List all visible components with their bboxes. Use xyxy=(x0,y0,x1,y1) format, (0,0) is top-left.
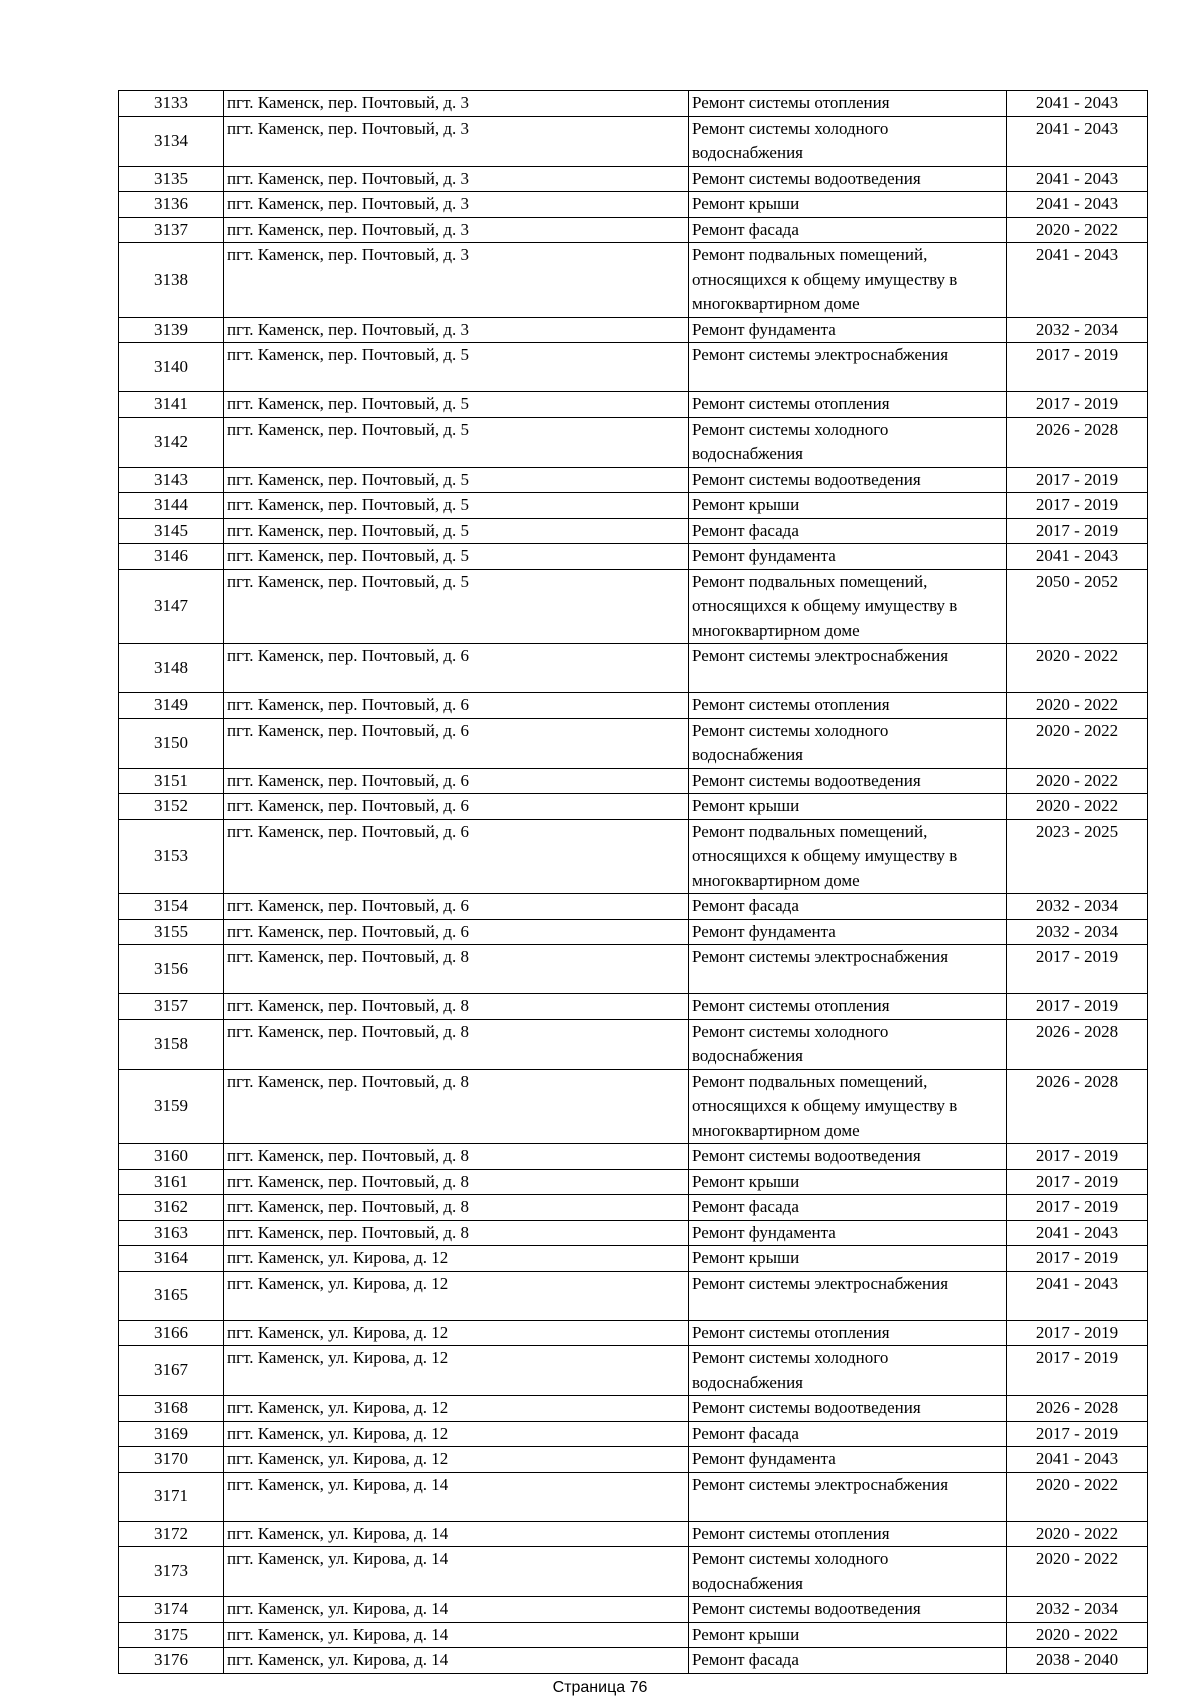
row-number-cell: 3173 xyxy=(119,1547,224,1597)
address-cell: пгт. Каменск, ул. Кирова, д. 12 xyxy=(224,1246,689,1272)
work-type-cell: Ремонт системы отопления xyxy=(689,994,1007,1020)
years-cell: 2041 - 2043 xyxy=(1007,166,1148,192)
table-row xyxy=(119,544,1148,570)
row-number-cell: 3143 xyxy=(119,467,224,493)
row-number-cell: 3133 xyxy=(119,91,224,117)
table-row xyxy=(119,493,1148,519)
row-number-cell: 3142 xyxy=(119,417,224,467)
table-row xyxy=(119,116,1148,166)
address-cell: пгт. Каменск, ул. Кирова, д. 14 xyxy=(224,1597,689,1623)
address-cell: пгт. Каменск, пер. Почтовый, д. 3 xyxy=(224,116,689,166)
years-cell: 2026 - 2028 xyxy=(1007,1069,1148,1144)
work-type-cell: Ремонт фасада xyxy=(689,1421,1007,1447)
work-type-cell: Ремонт фасада xyxy=(689,217,1007,243)
row-number-cell: 3162 xyxy=(119,1195,224,1221)
address-cell: пгт. Каменск, пер. Почтовый, д. 6 xyxy=(224,693,689,719)
address-cell: пгт. Каменск, ул. Кирова, д. 12 xyxy=(224,1346,689,1396)
years-cell: 2017 - 2019 xyxy=(1007,392,1148,418)
table-row xyxy=(119,343,1148,392)
work-type-cell: Ремонт системы водоотведения xyxy=(689,1144,1007,1170)
work-type-cell: Ремонт системы отопления xyxy=(689,91,1007,117)
work-type-cell: Ремонт крыши xyxy=(689,794,1007,820)
row-number-cell: 3151 xyxy=(119,768,224,794)
row-number-cell: 3156 xyxy=(119,945,224,994)
work-type-cell: Ремонт фундамента xyxy=(689,919,1007,945)
table-row xyxy=(119,718,1148,768)
years-cell: 2041 - 2043 xyxy=(1007,1447,1148,1473)
row-number-cell: 3150 xyxy=(119,718,224,768)
table-row xyxy=(119,317,1148,343)
work-type-cell: Ремонт системы водоотведения xyxy=(689,1396,1007,1422)
address-cell: пгт. Каменск, пер. Почтовый, д. 3 xyxy=(224,192,689,218)
address-cell: пгт. Каменск, пер. Почтовый, д. 6 xyxy=(224,894,689,920)
work-type-cell: Ремонт крыши xyxy=(689,1246,1007,1272)
row-number-cell: 3140 xyxy=(119,343,224,392)
page-number: Страница 76 xyxy=(552,1679,648,1696)
table-row xyxy=(119,417,1148,467)
work-type-cell: Ремонт системы водоотведения xyxy=(689,467,1007,493)
table-row xyxy=(119,794,1148,820)
row-number-cell: 3166 xyxy=(119,1320,224,1346)
table-row xyxy=(119,1396,1148,1422)
address-cell: пгт. Каменск, пер. Почтовый, д. 6 xyxy=(224,794,689,820)
work-type-cell: Ремонт системы электроснабжения xyxy=(689,343,1007,392)
work-type-cell: Ремонт фасада xyxy=(689,894,1007,920)
address-cell: пгт. Каменск, ул. Кирова, д. 14 xyxy=(224,1472,689,1521)
row-number-cell: 3154 xyxy=(119,894,224,920)
address-cell: пгт. Каменск, пер. Почтовый, д. 8 xyxy=(224,1195,689,1221)
work-type-cell: Ремонт системы электроснабжения xyxy=(689,1472,1007,1521)
row-number-cell: 3161 xyxy=(119,1169,224,1195)
address-cell: пгт. Каменск, пер. Почтовый, д. 5 xyxy=(224,569,689,644)
row-number-cell: 3137 xyxy=(119,217,224,243)
table-row xyxy=(119,1019,1148,1069)
table-row xyxy=(119,1271,1148,1320)
table-row xyxy=(119,392,1148,418)
table-row xyxy=(119,994,1148,1020)
row-number-cell: 3158 xyxy=(119,1019,224,1069)
table-row xyxy=(119,1069,1148,1144)
row-number-cell: 3134 xyxy=(119,116,224,166)
row-number-cell: 3144 xyxy=(119,493,224,519)
table-row xyxy=(119,91,1148,117)
row-number-cell: 3135 xyxy=(119,166,224,192)
work-type-cell: Ремонт системы водоотведения xyxy=(689,768,1007,794)
row-number-cell: 3139 xyxy=(119,317,224,343)
table-row xyxy=(119,1597,1148,1623)
years-cell: 2041 - 2043 xyxy=(1007,192,1148,218)
address-cell: пгт. Каменск, пер. Почтовый, д. 6 xyxy=(224,644,689,693)
row-number-cell: 3165 xyxy=(119,1271,224,1320)
years-cell: 2020 - 2022 xyxy=(1007,1547,1148,1597)
table-row xyxy=(119,518,1148,544)
address-cell: пгт. Каменск, пер. Почтовый, д. 5 xyxy=(224,544,689,570)
work-type-cell: Ремонт системы отопления xyxy=(689,693,1007,719)
work-type-cell: Ремонт системы холодного водоснабжения xyxy=(689,718,1007,768)
address-cell: пгт. Каменск, ул. Кирова, д. 12 xyxy=(224,1320,689,1346)
years-cell: 2017 - 2019 xyxy=(1007,518,1148,544)
years-cell: 2041 - 2043 xyxy=(1007,1271,1148,1320)
row-number-cell: 3152 xyxy=(119,794,224,820)
work-type-cell: Ремонт фасада xyxy=(689,1648,1007,1674)
work-type-cell: Ремонт крыши xyxy=(689,192,1007,218)
table-row xyxy=(119,945,1148,994)
years-cell: 2017 - 2019 xyxy=(1007,1421,1148,1447)
address-cell: пгт. Каменск, пер. Почтовый, д. 3 xyxy=(224,91,689,117)
years-cell: 2041 - 2043 xyxy=(1007,544,1148,570)
work-type-cell: Ремонт системы холодного водоснабжения xyxy=(689,417,1007,467)
address-cell: пгт. Каменск, пер. Почтовый, д. 8 xyxy=(224,1144,689,1170)
work-type-cell: Ремонт системы отопления xyxy=(689,392,1007,418)
work-type-cell: Ремонт фундамента xyxy=(689,1447,1007,1473)
work-type-cell: Ремонт системы электроснабжения xyxy=(689,644,1007,693)
table-row xyxy=(119,192,1148,218)
address-cell: пгт. Каменск, ул. Кирова, д. 12 xyxy=(224,1421,689,1447)
address-cell: пгт. Каменск, ул. Кирова, д. 14 xyxy=(224,1622,689,1648)
table-row xyxy=(119,243,1148,318)
work-type-cell: Ремонт крыши xyxy=(689,1622,1007,1648)
row-number-cell: 3148 xyxy=(119,644,224,693)
years-cell: 2020 - 2022 xyxy=(1007,768,1148,794)
table-row xyxy=(119,768,1148,794)
years-cell: 2026 - 2028 xyxy=(1007,417,1148,467)
work-type-cell: Ремонт системы водоотведения xyxy=(689,166,1007,192)
years-cell: 2026 - 2028 xyxy=(1007,1396,1148,1422)
address-cell: пгт. Каменск, пер. Почтовый, д. 5 xyxy=(224,392,689,418)
work-type-cell: Ремонт подвальных помещений, относящихся к общему имуществу в многоквартирном доме xyxy=(689,1069,1007,1144)
years-cell: 2017 - 2019 xyxy=(1007,994,1148,1020)
address-cell: пгт. Каменск, ул. Кирова, д. 12 xyxy=(224,1447,689,1473)
years-cell: 2041 - 2043 xyxy=(1007,1220,1148,1246)
works-table xyxy=(118,90,1148,1674)
table-row xyxy=(119,819,1148,894)
address-cell: пгт. Каменск, пер. Почтовый, д. 3 xyxy=(224,243,689,318)
table-row xyxy=(119,1648,1148,1674)
work-type-cell: Ремонт фасада xyxy=(689,518,1007,544)
address-cell: пгт. Каменск, пер. Почтовый, д. 3 xyxy=(224,317,689,343)
row-number-cell: 3149 xyxy=(119,693,224,719)
address-cell: пгт. Каменск, пер. Почтовый, д. 5 xyxy=(224,417,689,467)
table-row xyxy=(119,1521,1148,1547)
table-row xyxy=(119,1622,1148,1648)
work-type-cell: Ремонт крыши xyxy=(689,493,1007,519)
row-number-cell: 3174 xyxy=(119,1597,224,1623)
table-row xyxy=(119,1169,1148,1195)
years-cell: 2017 - 2019 xyxy=(1007,1195,1148,1221)
row-number-cell: 3169 xyxy=(119,1421,224,1447)
row-number-cell: 3167 xyxy=(119,1346,224,1396)
years-cell: 2020 - 2022 xyxy=(1007,693,1148,719)
years-cell: 2041 - 2043 xyxy=(1007,116,1148,166)
table-row xyxy=(119,467,1148,493)
address-cell: пгт. Каменск, пер. Почтовый, д. 6 xyxy=(224,919,689,945)
table-row xyxy=(119,919,1148,945)
years-cell: 2020 - 2022 xyxy=(1007,1472,1148,1521)
row-number-cell: 3172 xyxy=(119,1521,224,1547)
years-cell: 2026 - 2028 xyxy=(1007,1019,1148,1069)
years-cell: 2017 - 2019 xyxy=(1007,343,1148,392)
row-number-cell: 3175 xyxy=(119,1622,224,1648)
row-number-cell: 3136 xyxy=(119,192,224,218)
row-number-cell: 3170 xyxy=(119,1447,224,1473)
address-cell: пгт. Каменск, ул. Кирова, д. 12 xyxy=(224,1271,689,1320)
table-row xyxy=(119,693,1148,719)
years-cell: 2038 - 2040 xyxy=(1007,1648,1148,1674)
work-type-cell: Ремонт фасада xyxy=(689,1195,1007,1221)
years-cell: 2017 - 2019 xyxy=(1007,1169,1148,1195)
years-cell: 2017 - 2019 xyxy=(1007,1144,1148,1170)
years-cell: 2020 - 2022 xyxy=(1007,718,1148,768)
years-cell: 2032 - 2034 xyxy=(1007,919,1148,945)
address-cell: пгт. Каменск, ул. Кирова, д. 14 xyxy=(224,1648,689,1674)
address-cell: пгт. Каменск, пер. Почтовый, д. 5 xyxy=(224,493,689,519)
address-cell: пгт. Каменск, ул. Кирова, д. 14 xyxy=(224,1521,689,1547)
address-cell: пгт. Каменск, пер. Почтовый, д. 5 xyxy=(224,467,689,493)
years-cell: 2017 - 2019 xyxy=(1007,1246,1148,1272)
work-type-cell: Ремонт системы холодного водоснабжения xyxy=(689,116,1007,166)
table-row xyxy=(119,1195,1148,1221)
address-cell: пгт. Каменск, пер. Почтовый, д. 8 xyxy=(224,1019,689,1069)
address-cell: пгт. Каменск, пер. Почтовый, д. 3 xyxy=(224,166,689,192)
address-cell: пгт. Каменск, ул. Кирова, д. 12 xyxy=(224,1396,689,1422)
table-row xyxy=(119,894,1148,920)
work-type-cell: Ремонт системы отопления xyxy=(689,1320,1007,1346)
years-cell: 2020 - 2022 xyxy=(1007,644,1148,693)
work-type-cell: Ремонт системы холодного водоснабжения xyxy=(689,1019,1007,1069)
work-type-cell: Ремонт системы холодного водоснабжения xyxy=(689,1346,1007,1396)
address-cell: пгт. Каменск, пер. Почтовый, д. 8 xyxy=(224,1220,689,1246)
row-number-cell: 3155 xyxy=(119,919,224,945)
years-cell: 2050 - 2052 xyxy=(1007,569,1148,644)
row-number-cell: 3176 xyxy=(119,1648,224,1674)
table-row xyxy=(119,1346,1148,1396)
address-cell: пгт. Каменск, пер. Почтовый, д. 5 xyxy=(224,518,689,544)
row-number-cell: 3146 xyxy=(119,544,224,570)
address-cell: пгт. Каменск, пер. Почтовый, д. 8 xyxy=(224,945,689,994)
row-number-cell: 3145 xyxy=(119,518,224,544)
years-cell: 2041 - 2043 xyxy=(1007,243,1148,318)
years-cell: 2017 - 2019 xyxy=(1007,1346,1148,1396)
address-cell: пгт. Каменск, пер. Почтовый, д. 6 xyxy=(224,768,689,794)
work-type-cell: Ремонт подвальных помещений, относящихся к общему имуществу в многоквартирном доме xyxy=(689,569,1007,644)
address-cell: пгт. Каменск, пер. Почтовый, д. 8 xyxy=(224,1169,689,1195)
work-type-cell: Ремонт подвальных помещений, относящихся к общему имуществу в многоквартирном доме xyxy=(689,243,1007,318)
years-cell: 2017 - 2019 xyxy=(1007,467,1148,493)
row-number-cell: 3164 xyxy=(119,1246,224,1272)
table-row xyxy=(119,569,1148,644)
table-row xyxy=(119,1220,1148,1246)
table-row xyxy=(119,1547,1148,1597)
row-number-cell: 3157 xyxy=(119,994,224,1020)
years-cell: 2032 - 2034 xyxy=(1007,894,1148,920)
table-row xyxy=(119,1144,1148,1170)
work-type-cell: Ремонт крыши xyxy=(689,1169,1007,1195)
row-number-cell: 3159 xyxy=(119,1069,224,1144)
address-cell: пгт. Каменск, пер. Почтовый, д. 3 xyxy=(224,217,689,243)
table-row xyxy=(119,1421,1148,1447)
address-cell: пгт. Каменск, пер. Почтовый, д. 6 xyxy=(224,718,689,768)
years-cell: 2032 - 2034 xyxy=(1007,1597,1148,1623)
address-cell: пгт. Каменск, пер. Почтовый, д. 6 xyxy=(224,819,689,894)
works-table-body xyxy=(119,91,1148,1674)
address-cell: пгт. Каменск, пер. Почтовый, д. 8 xyxy=(224,994,689,1020)
address-cell: пгт. Каменск, пер. Почтовый, д. 8 xyxy=(224,1069,689,1144)
years-cell: 2041 - 2043 xyxy=(1007,91,1148,117)
work-type-cell: Ремонт фундамента xyxy=(689,544,1007,570)
work-type-cell: Ремонт фундамента xyxy=(689,1220,1007,1246)
row-number-cell: 3171 xyxy=(119,1472,224,1521)
years-cell: 2020 - 2022 xyxy=(1007,217,1148,243)
work-type-cell: Ремонт системы водоотведения xyxy=(689,1597,1007,1623)
years-cell: 2017 - 2019 xyxy=(1007,945,1148,994)
years-cell: 2020 - 2022 xyxy=(1007,1622,1148,1648)
table-row xyxy=(119,217,1148,243)
row-number-cell: 3153 xyxy=(119,819,224,894)
table-row xyxy=(119,1246,1148,1272)
table-row xyxy=(119,1320,1148,1346)
address-cell: пгт. Каменск, пер. Почтовый, д. 5 xyxy=(224,343,689,392)
row-number-cell: 3163 xyxy=(119,1220,224,1246)
address-cell: пгт. Каменск, ул. Кирова, д. 14 xyxy=(224,1547,689,1597)
work-type-cell: Ремонт фундамента xyxy=(689,317,1007,343)
row-number-cell: 3138 xyxy=(119,243,224,318)
table-row xyxy=(119,1472,1148,1521)
row-number-cell: 3168 xyxy=(119,1396,224,1422)
row-number-cell: 3141 xyxy=(119,392,224,418)
table-row xyxy=(119,166,1148,192)
row-number-cell: 3160 xyxy=(119,1144,224,1170)
work-type-cell: Ремонт подвальных помещений, относящихся к общему имуществу в многоквартирном доме xyxy=(689,819,1007,894)
work-type-cell: Ремонт системы отопления xyxy=(689,1521,1007,1547)
years-cell: 2020 - 2022 xyxy=(1007,794,1148,820)
table-row xyxy=(119,1447,1148,1473)
work-type-cell: Ремонт системы электроснабжения xyxy=(689,1271,1007,1320)
years-cell: 2032 - 2034 xyxy=(1007,317,1148,343)
work-type-cell: Ремонт системы электроснабжения xyxy=(689,945,1007,994)
years-cell: 2020 - 2022 xyxy=(1007,1521,1148,1547)
years-cell: 2023 - 2025 xyxy=(1007,819,1148,894)
years-cell: 2017 - 2019 xyxy=(1007,1320,1148,1346)
years-cell: 2017 - 2019 xyxy=(1007,493,1148,519)
row-number-cell: 3147 xyxy=(119,569,224,644)
work-type-cell: Ремонт системы холодного водоснабжения xyxy=(689,1547,1007,1597)
table-row xyxy=(119,644,1148,693)
